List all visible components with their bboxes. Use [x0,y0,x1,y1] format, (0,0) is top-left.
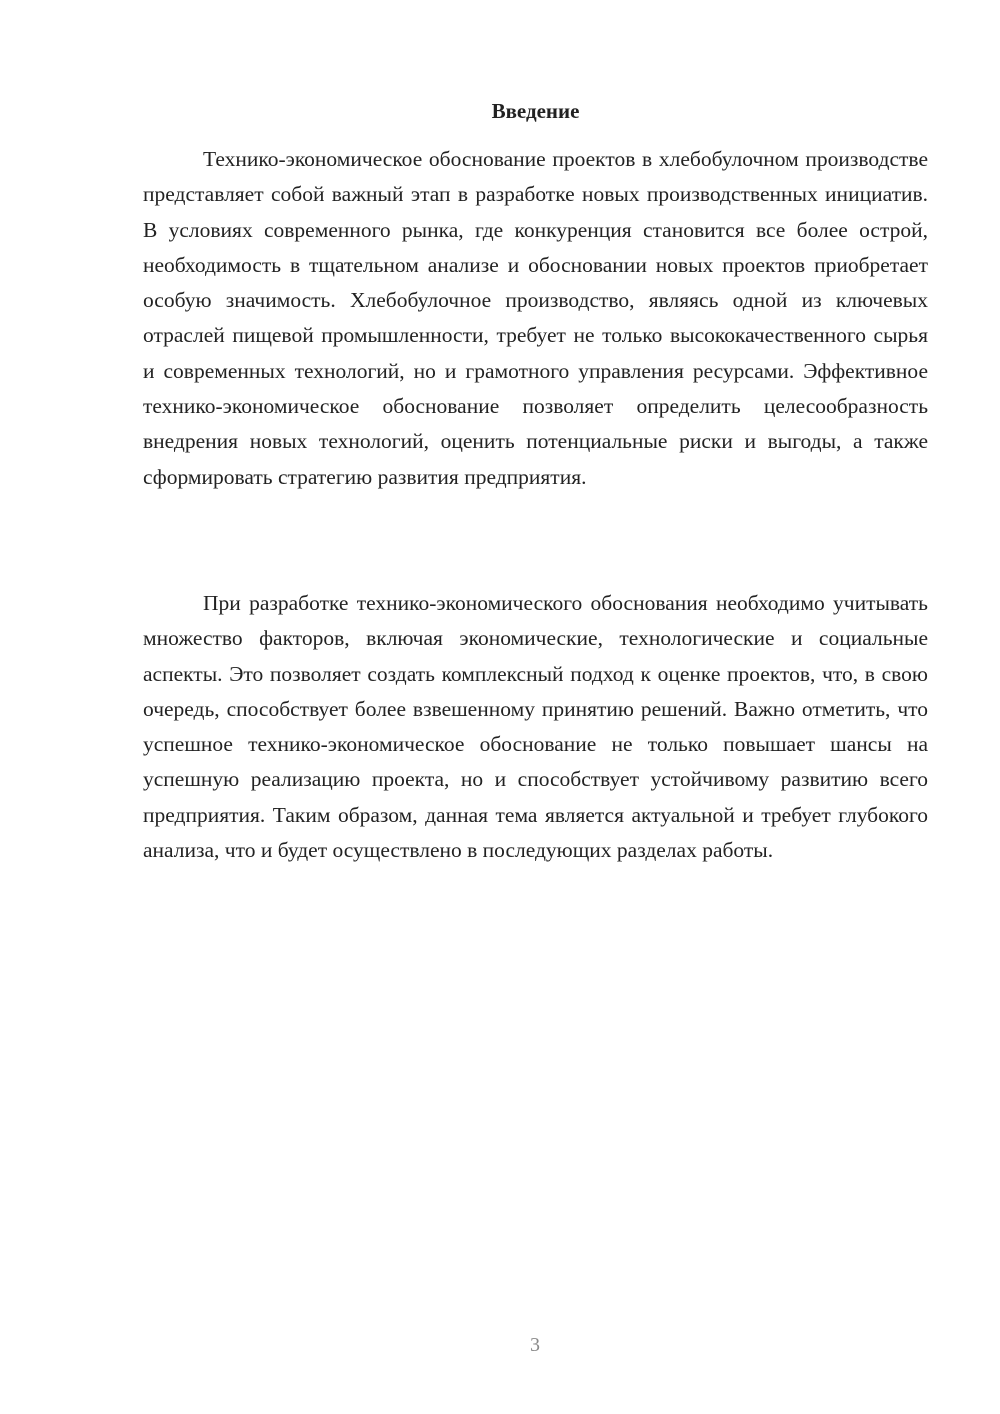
paragraph-1: Технико-экономическое обоснование проектов в хлебобулочном производстве представляет собой важный этап в разработке новых производственных инициатив. В условиях современного рынка, где конкуренция становится все более острой, необходимость в тщательном анализе и обосновании новых проектов приобретает особую значимость. Хлебобулочное производство, являясь одной из ключевых отраслей пищевой промышленности, требует не только высококачественного сырья и современных технологий, но и грамотного управления ресурсами. Эффективное технико-экономическое обоснование позволяет определить целесообразность внедрения новых технологий, оценить потенциальные риски и выгоды, а также сформировать стратегию развития предприятия. [143,147,928,489]
section-title: Введение [491,99,580,123]
page-number: 3 [530,1334,540,1356]
paragraph-2: При разработке технико-экономического обоснования необходимо учитывать множество факторов, включая экономические, технологические и социальные аспекты. Это позволяет создать комплексный подход к оценке проектов, что, в свою очередь, способствует более взвешенному принятию решений. Важно отметить, что успешное технико-экономическое обоснование не только повышает шансы на успешную реализацию проекта, но и способствует устойчивому развитию всего предприятия. Таким образом, данная тема является актуальной и требует глубокого анализа, что и будет осуществлено в последующих разделах работы. [143,591,928,863]
